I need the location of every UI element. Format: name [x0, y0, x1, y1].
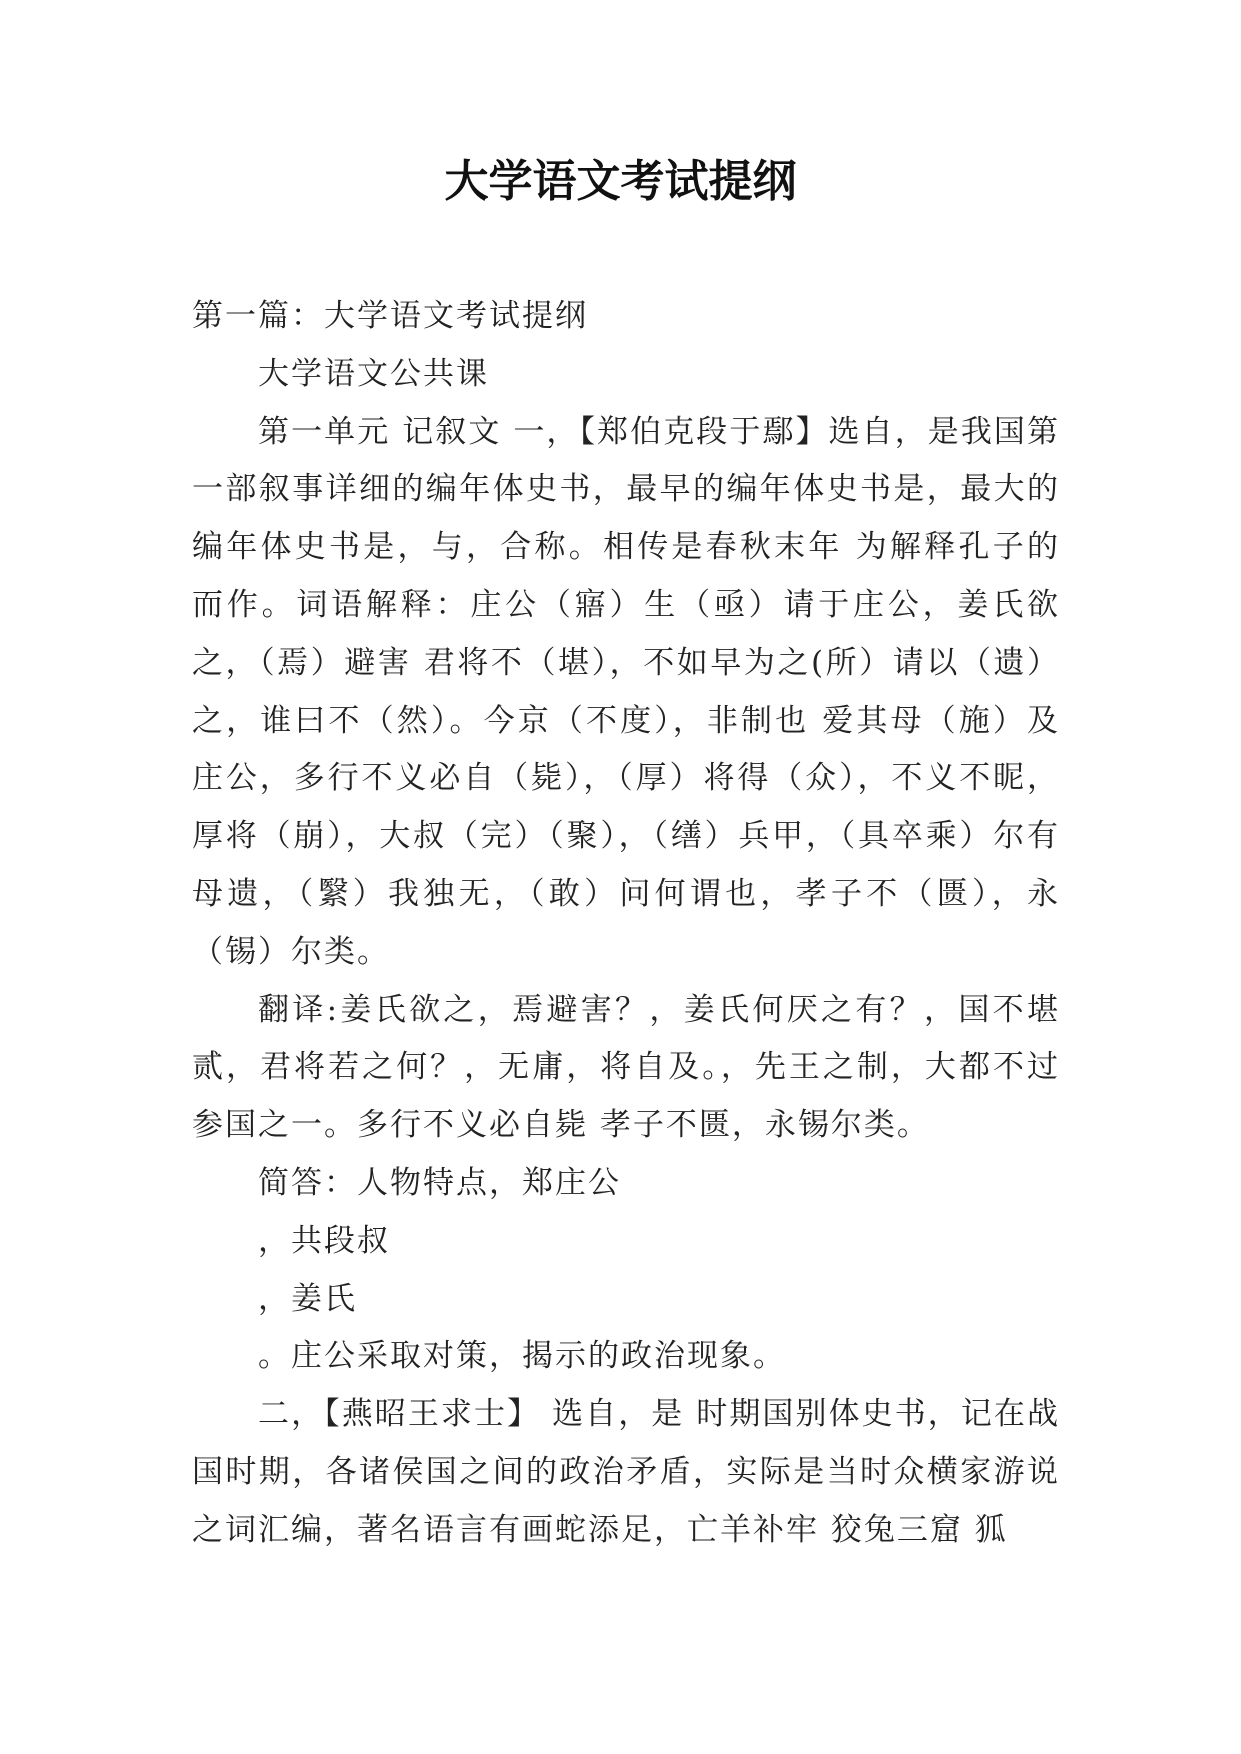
paragraph-course-name: 大学语文公共课	[258, 355, 489, 392]
paragraph-short-answer: 简答：人物特点，郑庄公	[258, 1164, 621, 1201]
paragraph-unit-one: 第一单元 记叙文 一，【郑伯克段于鄢】选自，是我国第一部叙事详细的编年体史书，最早的编年体史书是，最大的编年体史书是，与，合称。相传是春秋末年 为解释孔子的 而作。词语解释：庄公（寤）生（亟）请于庄公，姜氏欲之，（焉）避害 君将不（堪），不如早为之(所）请以（遗）之，谁曰不（然）。今京（不度），非制也 爱其母（施）及庄公，多行不义必自（毙），（厚）将得（众），不义不昵，厚将（崩），大叔（完）（聚），（缮）兵甲，（具卒乘）尔有母遗，（繄）我独无，（敢）问何谓也，孝子不（匮），永（锡）尔类。	[192, 413, 1060, 970]
paragraph-yanzhaowang: 二，【燕昭王求士】 选自，是 时期国别体史书，记在战国时期，各诸侯国之间的政治矛盾，实际是当时众横家游说之词汇编，著名语言有画蛇添足，亡羊补牢 狡兔三窟 狐	[192, 1396, 1060, 1548]
paragraph-jiangshi: ，姜氏	[258, 1280, 357, 1317]
document-title: 大学语文考试提纲	[444, 156, 797, 207]
document-body	[192, 288, 1060, 1560]
paragraph-section-heading: 第一篇：大学语文考试提纲	[192, 298, 588, 334]
paragraph-gongshuduan: ，共段叔	[258, 1222, 390, 1259]
paragraph-translation: 翻译:姜氏欲之，焉避害？，姜氏何厌之有？，国不堪贰，君将若之何？，无庸，将自及。，先王之制，大都不过参国之一。多行不义必自毙 孝子不匮，永锡尔类。	[192, 991, 1060, 1144]
paragraph-policy: 。庄公采取对策，揭示的政治现象。	[258, 1338, 786, 1375]
